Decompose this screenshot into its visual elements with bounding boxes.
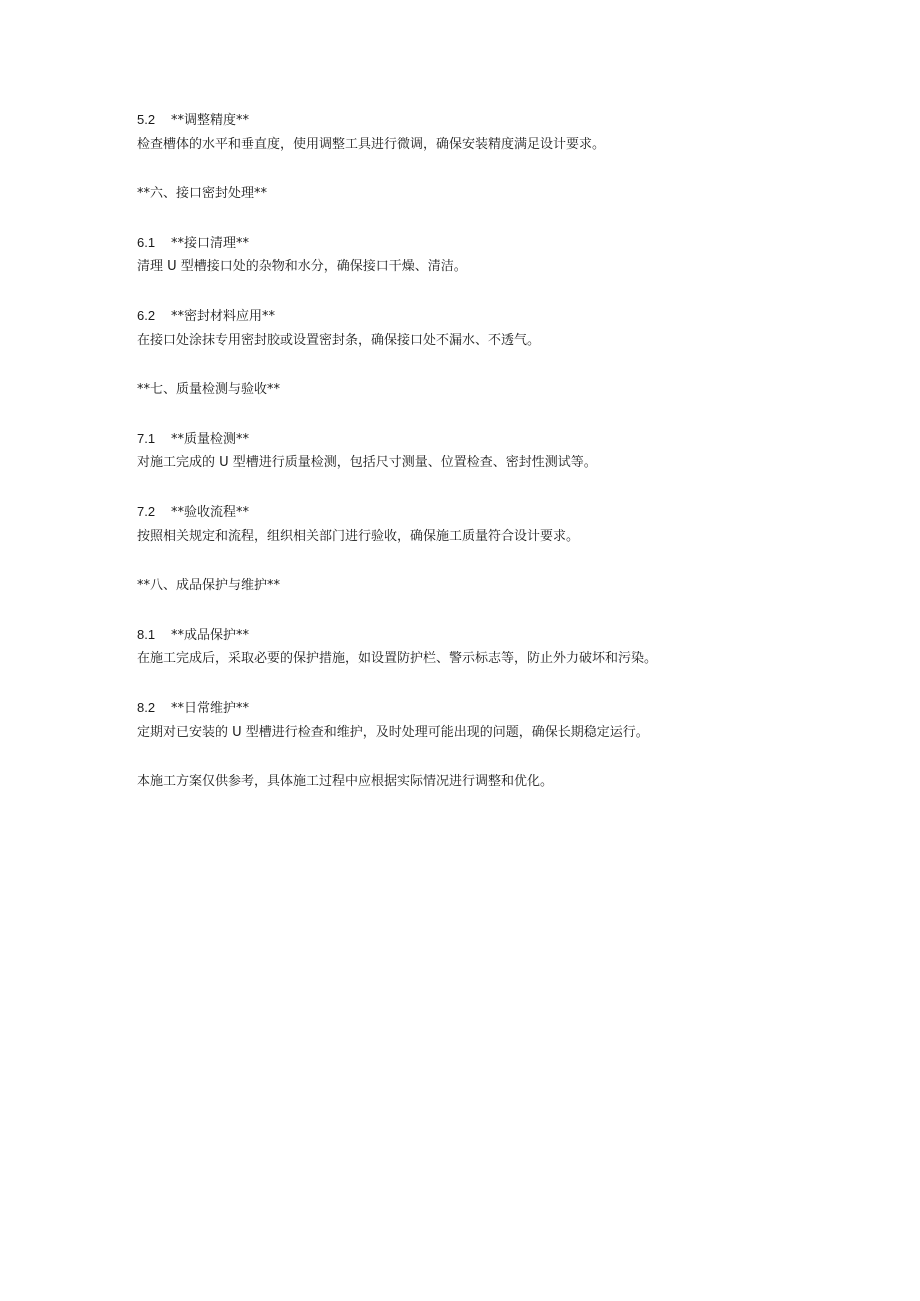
- section-heading-8-1: [137, 623, 837, 648]
- chapter-title-6: **六、接口密封处理**: [137, 185, 268, 201]
- section-number: 7.2: [137, 504, 156, 519]
- section-body-6-2: 在接口处涂抹专用密封胶或设置密封条，确保接口处不漏水、不透气。: [137, 332, 541, 348]
- section-body-5-2: 检查槽体的水平和垂直度，使用调整工具进行微调，确保安装精度满足设计要求。: [137, 136, 606, 152]
- section-body-8-1: 在施工完成后，采取必要的保护措施，如设置防护栏、警示标志等，防止外力破坏和污染。: [137, 651, 658, 666]
- section-heading-8-2: [137, 696, 837, 721]
- section-heading-text: **日常维护**: [171, 701, 250, 716]
- section-heading-7-2: [137, 500, 837, 525]
- section-number: 7.1: [137, 430, 156, 446]
- chapter-title-7: **七、质量检测与验收**: [137, 381, 281, 397]
- section-heading-6-2: [137, 304, 837, 329]
- section-heading-text: **质量检测**: [171, 431, 250, 447]
- section-heading-6-1: [137, 231, 837, 256]
- section-number: 8.2: [137, 700, 156, 715]
- section-heading-text: **密封材料应用**: [171, 309, 276, 324]
- section-body-8-2: 定期对已安装的 U 型槽进行检查和维护，及时处理可能出现的问题，确保长期稳定运行。: [137, 724, 649, 740]
- section-heading-text: **验收流程**: [171, 505, 250, 520]
- section-body-7-1: 对施工完成的 U 型槽进行质量检测，包括尺寸测量、位置检查、密封性测试等。: [137, 455, 597, 470]
- section-heading-5-2: [137, 108, 837, 133]
- closing-note: 本施工方案仅供参考，具体施工过程中应根据实际情况进行调整和优化。: [137, 773, 554, 789]
- section-body-6-1: 清理 U 型槽接口处的杂物和水分，确保接口干燥、清洁。: [137, 259, 467, 274]
- section-heading-text: **接口清理**: [171, 235, 250, 251]
- section-number: 8.1: [137, 626, 156, 642]
- section-heading-text: **成品保护**: [171, 627, 250, 643]
- section-body-7-2: 按照相关规定和流程，组织相关部门进行验收，确保施工质量符合设计要求。: [137, 528, 580, 544]
- section-heading-text: **调整精度**: [171, 113, 250, 128]
- document-page: [137, 108, 837, 794]
- section-heading-7-1: [137, 427, 837, 452]
- section-number: 5.2: [137, 112, 156, 127]
- section-number: 6.2: [137, 308, 156, 323]
- chapter-title-8: **八、成品保护与维护**: [137, 577, 281, 593]
- section-number: 6.1: [137, 234, 156, 250]
